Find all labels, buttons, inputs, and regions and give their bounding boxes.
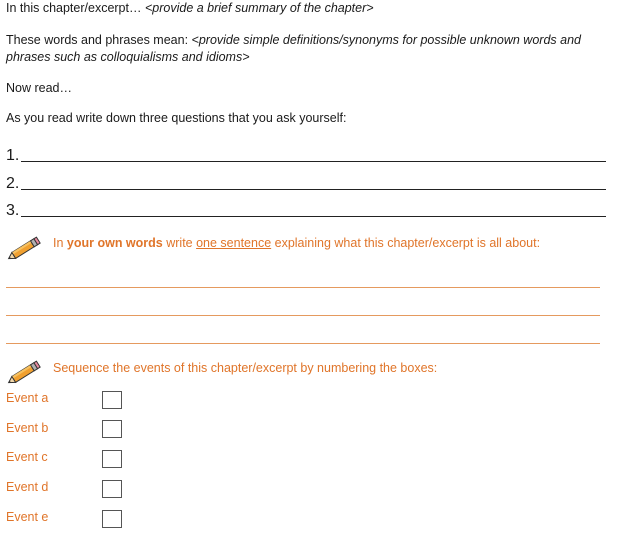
question-line-1[interactable]: [6, 143, 606, 165]
sentence-answer-line-1[interactable]: [6, 287, 600, 288]
now-read-text: Now read…: [6, 81, 72, 95]
event-label-d: Event d: [6, 480, 49, 494]
summary-placeholder: <provide a brief summary of the chapter>: [144, 1, 374, 15]
sentence-task-part3: write: [162, 236, 197, 250]
answer-rule: [21, 160, 606, 162]
question-line-2[interactable]: [6, 171, 606, 193]
sentence-task-underline: one sentence: [196, 236, 272, 250]
sentence-task-bold: your own words: [66, 236, 163, 250]
event-number-box-c[interactable]: [102, 450, 122, 468]
question-number: 3.: [6, 202, 20, 219]
definitions-placeholder: <provide simple definitions/synonyms for possible unknown words and phrases such as colloquialisms and idioms>: [6, 33, 581, 64]
definitions-prefix: These words and phrases mean:: [6, 33, 189, 47]
event-number-box-d[interactable]: [102, 480, 122, 498]
answer-rule: [21, 188, 606, 190]
question-line-3[interactable]: [6, 198, 606, 220]
definitions-paragraph: [6, 32, 606, 66]
event-label-e: Event e: [6, 510, 49, 524]
question-number: 1.: [6, 147, 20, 164]
pencil-icon: [6, 236, 44, 262]
summary-line: [6, 0, 374, 17]
event-label-b: Event b: [6, 421, 49, 435]
event-number-box-b[interactable]: [102, 420, 122, 438]
sentence-answer-line-3[interactable]: [6, 343, 600, 344]
event-number-box-e[interactable]: [102, 510, 122, 528]
question-number: 2.: [6, 175, 20, 192]
sequence-task-instruction: Sequence the events of this chapter/excerpt by numbering the boxes:: [53, 361, 438, 375]
summary-prefix: In this chapter/excerpt…: [6, 1, 142, 15]
questions-instruction: As you read write down three questions that you ask yourself:: [6, 111, 347, 125]
sentence-answer-line-2[interactable]: [6, 315, 600, 316]
answer-rule: [21, 215, 606, 217]
sentence-task-part1: In: [53, 236, 67, 250]
event-label-a: Event a: [6, 391, 49, 405]
sentence-task-instruction: [53, 235, 540, 252]
pencil-icon: [6, 360, 44, 386]
event-number-box-a[interactable]: [102, 391, 122, 409]
sentence-task-part5: explaining what this chapter/excerpt is all about:: [271, 236, 541, 250]
event-label-c: Event c: [6, 450, 48, 464]
